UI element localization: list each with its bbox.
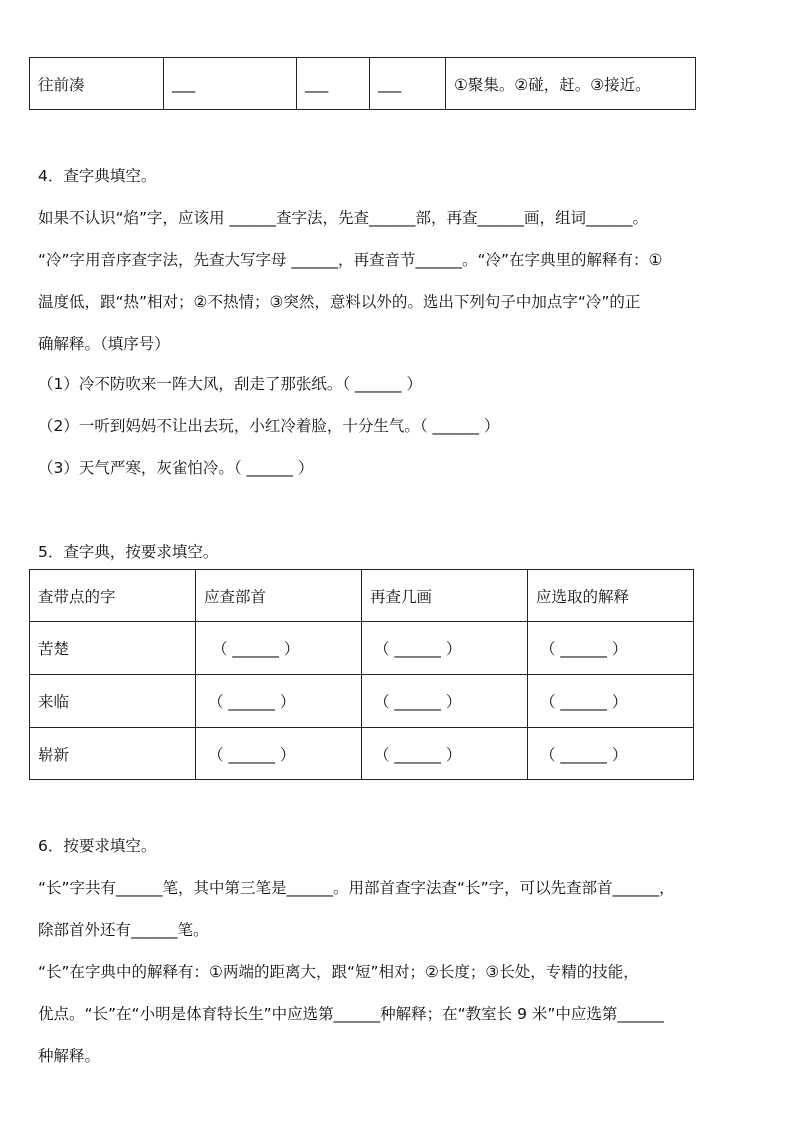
q5-row-2-word: 来临 xyxy=(30,675,196,728)
q5-row-3-meaning[interactable]: （ ______ ） xyxy=(528,728,694,780)
table-row xyxy=(30,622,694,675)
table-row xyxy=(30,728,694,780)
q6-line-4: 优点。“长”在“小明是体育特长生”中应选第______种解释；在“教室长 9 米”中应选第______ xyxy=(38,1005,664,1023)
q5-header-meaning: 应选取的解释 xyxy=(528,570,694,622)
table-row xyxy=(30,675,694,728)
q5-table xyxy=(29,569,694,780)
q6-line-1: “长”字共有______笔，其中第三笔是______。用部首查字法查“长”字，可以先查部首______， xyxy=(38,879,675,897)
q5-row-1-meaning[interactable]: （ ______ ） xyxy=(528,622,694,675)
q5-row-3-strokes[interactable]: （ ______ ） xyxy=(362,728,528,780)
q4-title: 4．查字典填空。 xyxy=(38,167,157,185)
top-table-blank-3[interactable]: ___ xyxy=(370,58,446,110)
q4-line-2: “冷”字用音序查字法，先查大写字母 ______，再查音节______。“冷”在字典里的解释有：① xyxy=(38,251,663,269)
q4-sub-2: （2）一听到妈妈不让出去玩，小红冷着脸，十分生气。（ ______ ） xyxy=(38,417,500,435)
top-table-blank-1[interactable]: ___ xyxy=(164,58,297,110)
top-table xyxy=(29,57,696,110)
top-table-blank-2[interactable]: ___ xyxy=(297,58,370,110)
q4-sub-3: （3）天气严寒，灰雀怕冷。（ ______ ） xyxy=(38,459,314,477)
q5-row-3-word: 崭新 xyxy=(30,728,196,780)
q6-line-2: 除部首外还有______笔。 xyxy=(38,921,209,939)
q4-line-3: 温度低，跟“热”相对；②不热情；③突然，意料以外的。选出下列句子中加点字“冷”的正 xyxy=(38,293,641,311)
q5-row-1-word: 苦楚 xyxy=(30,622,196,675)
q6-line-3: “长”在字典中的解释有：①两端的距离大，跟“短”相对；②长度；③长处，专精的技能， xyxy=(38,963,639,981)
q5-header-radical: 应查部首 xyxy=(196,570,362,622)
q5-row-2-meaning[interactable]: （ ______ ） xyxy=(528,675,694,728)
q5-title: 5．查字典，按要求填空。 xyxy=(38,543,219,561)
q5-header-strokes: 再查几画 xyxy=(362,570,528,622)
q5-header-char: 查带点的字 xyxy=(30,570,196,622)
q4-line-4: 确解释。（填序号） xyxy=(38,335,170,353)
q4-line-1: 如果不认识“焰”字，应该用 ______查字法，先查______部，再查______画，组词______。 xyxy=(38,209,648,227)
q6-line-5: 种解释。 xyxy=(38,1047,101,1065)
q5-row-1-strokes[interactable]: （ ______ ） xyxy=(362,622,528,675)
q4-sub-1: （1）冷不防吹来一阵大风，刮走了那张纸。（ ______ ） xyxy=(38,375,422,393)
q5-row-1-radical[interactable]: （ ______ ） xyxy=(196,622,362,675)
q5-row-2-radical[interactable]: （ ______ ） xyxy=(196,675,362,728)
top-table-meanings: ①聚集。②碰，赶。③接近。 xyxy=(446,58,696,110)
top-table-word: 往前凑 xyxy=(30,58,164,110)
q6-title: 6．按要求填空。 xyxy=(38,837,157,855)
q5-row-2-strokes[interactable]: （ ______ ） xyxy=(362,675,528,728)
q5-row-3-radical[interactable]: （ ______ ） xyxy=(196,728,362,780)
